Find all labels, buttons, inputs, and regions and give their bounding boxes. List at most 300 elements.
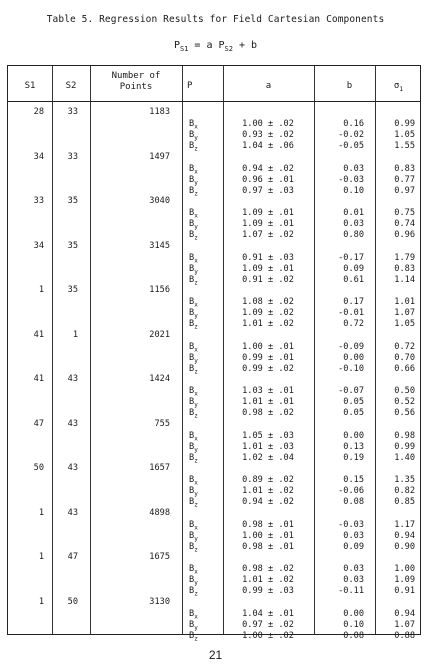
- cell-b-value: 0.03: [343, 575, 364, 585]
- cell-s1: 1: [38, 507, 44, 518]
- cell-s2: 43: [67, 507, 78, 518]
- component-y: [189, 130, 219, 141]
- cell-a-value: 1.09 ± .01: [242, 208, 294, 218]
- cell-b: [314, 475, 364, 508]
- component-subscript: z: [194, 279, 198, 287]
- cell-sigma-value: 0.97: [394, 185, 415, 196]
- cell-a: [228, 475, 308, 508]
- cell-sigma: [375, 564, 415, 597]
- cell-a-value: 1.05 ± .03: [242, 430, 294, 441]
- cell-a-value: 1.01 ± .02: [242, 575, 294, 585]
- component-letter: B: [189, 230, 195, 240]
- component-subscript: y: [194, 268, 198, 276]
- cell-b-value: 0.03: [343, 219, 364, 229]
- cell-s2: 35: [67, 240, 78, 251]
- component-subscript: z: [194, 368, 198, 376]
- table-row: [8, 373, 422, 419]
- cell-a-value: 1.08 ± .02: [242, 297, 294, 307]
- cell-a-value: 1.01 ± .02: [242, 319, 294, 329]
- cell-sigma-value: 1.35: [394, 475, 415, 485]
- component-x: [189, 342, 219, 353]
- cell-a-value: 0.91 ± .03: [242, 252, 294, 263]
- cell-b-value: -0.17: [338, 252, 364, 263]
- cell-sigma-value: 1.07: [394, 619, 415, 630]
- cell-sigma-value: 0.50: [394, 386, 415, 396]
- component-letter: B: [189, 575, 195, 585]
- table-row: [8, 106, 422, 152]
- cell-sigma: [375, 164, 415, 197]
- header-s2: S2: [65, 81, 77, 91]
- component-x: [189, 475, 219, 486]
- cell-a-value: 1.09 ± .02: [242, 308, 294, 318]
- cell-sigma-value: 1.01: [394, 297, 415, 307]
- header-b: b: [346, 81, 353, 91]
- cell-a-value: 1.00 ± .01: [242, 341, 294, 352]
- cell-a-value: 0.94 ± .02: [242, 497, 294, 507]
- component-subscript: x: [194, 524, 198, 532]
- component-subscript: x: [194, 390, 198, 398]
- cell-b-value: -0.02: [338, 130, 364, 140]
- cell-points: 3145: [149, 240, 170, 251]
- cell-sigma: [375, 475, 415, 508]
- component-subscript: y: [194, 446, 198, 454]
- component-subscript: y: [194, 624, 198, 632]
- cell-b-value: 0.05: [343, 408, 364, 418]
- cell-b-value: 0.08: [343, 497, 364, 507]
- component-subscript: z: [194, 190, 198, 198]
- component-subscript: y: [194, 223, 198, 231]
- cell-points: 1156: [149, 285, 170, 295]
- cell-sigma-value: 0.66: [394, 363, 415, 374]
- cell-b: [314, 208, 364, 241]
- cell-a: [228, 564, 308, 597]
- component-subscript: z: [194, 635, 198, 643]
- component-letter: B: [189, 219, 195, 229]
- header-divider: [8, 101, 420, 102]
- component-letter: B: [189, 619, 195, 630]
- component-subscript: x: [194, 346, 198, 354]
- cell-b: [314, 520, 364, 553]
- component-y: [189, 264, 219, 275]
- cell-sigma-value: 0.91: [394, 586, 415, 596]
- cell-a-value: 0.99 ± .01: [242, 352, 294, 363]
- component-x: [189, 520, 219, 531]
- component-letter: B: [189, 452, 195, 463]
- cell-b: [314, 564, 364, 597]
- cell-b-value: 0.09: [343, 541, 364, 552]
- component-letter: B: [189, 397, 195, 407]
- component-letter: B: [189, 297, 195, 307]
- header-sigma: [375, 81, 422, 93]
- cell-a-value: 1.01 ± .03: [242, 441, 294, 452]
- cell-b-value: -0.07: [338, 386, 364, 396]
- table-row: [8, 507, 422, 553]
- table-row: [8, 462, 422, 508]
- cell-sigma-value: 0.94: [394, 530, 415, 541]
- cell-a: [228, 253, 308, 286]
- cell-b-value: 0.00: [343, 352, 364, 363]
- cell-points: 755: [154, 418, 170, 429]
- cell-s2: 50: [67, 596, 78, 607]
- component-letter: B: [189, 630, 195, 641]
- cell-b-value: -0.03: [338, 519, 364, 530]
- cell-sigma-value: 0.94: [394, 608, 415, 619]
- regression-equation: [0, 40, 431, 53]
- component-letter: B: [189, 530, 195, 541]
- header-sigma-symbol: σ: [393, 81, 400, 91]
- cell-a-value: 1.09 ± .01: [242, 219, 294, 229]
- cell-sigma-value: 0.56: [394, 408, 415, 418]
- cell-sigma-value: 0.75: [394, 208, 415, 218]
- cell-s2: 1: [72, 329, 78, 340]
- cell-a-value: 0.99 ± .03: [242, 586, 294, 596]
- cell-points: 3040: [149, 196, 170, 206]
- component-y: [189, 219, 219, 230]
- cell-b: [314, 119, 364, 152]
- cell-sigma-value: 1.17: [394, 519, 415, 530]
- cell-b-value: 0.03: [343, 530, 364, 541]
- component-y: [189, 531, 219, 542]
- cell-a-value: 0.97 ± .03: [242, 185, 294, 196]
- cell-b: [314, 386, 364, 419]
- component-letter: B: [189, 497, 195, 507]
- component-y: [189, 175, 219, 186]
- cell-s1: 34: [33, 151, 44, 162]
- component-letter: B: [189, 319, 195, 329]
- cell-s1: 34: [33, 240, 44, 251]
- component-subscript: y: [194, 579, 198, 587]
- cell-a: [228, 297, 308, 330]
- component-letter: B: [189, 475, 195, 485]
- component-x: [189, 609, 219, 620]
- component-letter: B: [189, 174, 195, 185]
- cell-a-value: 0.98 ± .02: [242, 408, 294, 418]
- cell-components: [189, 297, 219, 330]
- component-y: [189, 486, 219, 497]
- cell-a-value: 1.04 ± .06: [242, 141, 294, 151]
- component-letter: B: [189, 308, 195, 318]
- cell-points: 1497: [149, 151, 170, 162]
- page-number: 21: [208, 648, 223, 662]
- component-subscript: z: [194, 501, 198, 509]
- cell-points: 1657: [149, 463, 170, 473]
- cell-sigma-value: 1.07: [394, 308, 415, 318]
- cell-s2: 43: [67, 374, 78, 384]
- component-subscript: y: [194, 312, 198, 320]
- component-letter: B: [189, 274, 195, 285]
- cell-s2: 33: [67, 151, 78, 162]
- cell-a-value: 0.94 ± .02: [242, 163, 294, 174]
- table-row: [8, 596, 422, 642]
- component-subscript: x: [194, 123, 198, 131]
- component-subscript: z: [194, 546, 198, 554]
- cell-b-value: -0.11: [338, 586, 364, 596]
- cell-s1: 28: [33, 107, 44, 117]
- component-x: [189, 119, 219, 130]
- component-letter: B: [189, 130, 195, 140]
- cell-sigma-value: 0.85: [394, 497, 415, 507]
- component-subscript: x: [194, 435, 198, 443]
- cell-sigma-value: 0.83: [394, 163, 415, 174]
- cell-b-value: 0.00: [343, 608, 364, 619]
- cell-sigma: [375, 208, 415, 241]
- cell-a-value: 1.04 ± .01: [242, 608, 294, 619]
- table-row: [8, 195, 422, 241]
- cell-a-value: 0.98 ± .01: [242, 541, 294, 552]
- cell-s1: 47: [33, 418, 44, 429]
- header-points-line2: Points: [119, 82, 153, 92]
- cell-b-value: 0.09: [343, 263, 364, 274]
- component-letter: B: [189, 141, 195, 151]
- cell-b-value: 0.19: [343, 452, 364, 463]
- table-row: [8, 151, 422, 197]
- cell-s1: 33: [33, 196, 44, 206]
- cell-a-value: 0.97 ± .02: [242, 619, 294, 630]
- table-title: Table 5. Regression Results for Field Cartesian Components: [46, 14, 385, 25]
- cell-b-value: -0.05: [338, 141, 364, 151]
- cell-s2: 33: [67, 107, 78, 117]
- cell-points: 1424: [149, 374, 170, 384]
- cell-a-value: 1.01 ± .02: [242, 486, 294, 496]
- cell-s1: 1: [38, 596, 44, 607]
- cell-b-value: -0.09: [338, 341, 364, 352]
- header-sigma-sub: 1: [399, 84, 404, 93]
- cell-sigma-value: 1.05: [394, 130, 415, 140]
- table-row: [8, 329, 422, 375]
- equation-lhs: P: [173, 40, 180, 51]
- cell-components: [189, 475, 219, 508]
- component-subscript: x: [194, 568, 198, 576]
- cell-s2: 47: [67, 552, 78, 562]
- cell-b-value: 0.05: [343, 397, 364, 407]
- cell-a: [228, 208, 308, 241]
- cell-b: [314, 253, 364, 286]
- cell-points: 1183: [149, 107, 170, 117]
- component-subscript: x: [194, 613, 198, 621]
- cell-components: [189, 253, 219, 286]
- component-subscript: z: [194, 323, 198, 331]
- component-letter: B: [189, 163, 195, 174]
- cell-b-value: 0.03: [343, 564, 364, 574]
- cell-points: 1675: [149, 552, 170, 562]
- cell-a-value: 1.00 ± .02: [242, 630, 294, 641]
- cell-b-value: 0.15: [343, 475, 364, 485]
- component-letter: B: [189, 252, 195, 263]
- component-letter: B: [189, 341, 195, 352]
- component-z: [189, 631, 219, 642]
- component-subscript: x: [194, 257, 198, 265]
- component-y: [189, 353, 219, 364]
- cell-sigma-value: 1.79: [394, 252, 415, 263]
- cell-a-value: 0.91 ± .02: [242, 274, 294, 285]
- cell-a: [228, 609, 308, 642]
- cell-b-value: 0.17: [343, 297, 364, 307]
- component-y: [189, 620, 219, 631]
- cell-s2: 43: [67, 418, 78, 429]
- component-letter: B: [189, 119, 195, 129]
- cell-s2: 35: [67, 285, 78, 295]
- header-p: P: [187, 81, 193, 91]
- cell-sigma-value: 1.55: [394, 141, 415, 151]
- cell-sigma-value: 0.77: [394, 174, 415, 185]
- cell-b-value: 0.10: [343, 619, 364, 630]
- cell-a: [228, 386, 308, 419]
- component-subscript: y: [194, 134, 198, 142]
- cell-sigma: [375, 520, 415, 553]
- component-letter: B: [189, 185, 195, 196]
- cell-a: [228, 164, 308, 197]
- cell-sigma: [375, 253, 415, 286]
- cell-s1: 41: [33, 374, 44, 384]
- equation-mid-sub: S2: [224, 45, 233, 53]
- cell-a: [228, 119, 308, 152]
- component-x: [189, 386, 219, 397]
- component-x: [189, 164, 219, 175]
- cell-s1: 1: [38, 285, 44, 295]
- cell-b-value: -0.01: [338, 308, 364, 318]
- component-letter: B: [189, 208, 195, 218]
- cell-b: [314, 609, 364, 642]
- cell-sigma-value: 0.99: [394, 441, 415, 452]
- cell-a: [228, 342, 308, 375]
- cell-sigma-value: 1.09: [394, 575, 415, 585]
- component-y: [189, 575, 219, 586]
- cell-b-value: 0.13: [343, 441, 364, 452]
- cell-sigma: [375, 297, 415, 330]
- cell-b-value: 0.16: [343, 119, 364, 129]
- component-letter: B: [189, 519, 195, 530]
- component-subscript: y: [194, 490, 198, 498]
- cell-b: [314, 164, 364, 197]
- table-row: [8, 551, 422, 597]
- cell-a: [228, 520, 308, 553]
- component-letter: B: [189, 363, 195, 374]
- cell-components: [189, 208, 219, 241]
- regression-table: [7, 65, 421, 643]
- cell-components: [189, 520, 219, 553]
- component-subscript: y: [194, 179, 198, 187]
- cell-a-value: 0.98 ± .01: [242, 519, 294, 530]
- header-points-line1: Number of: [111, 71, 161, 81]
- cell-sigma-value: 0.74: [394, 219, 415, 229]
- cell-s2: 43: [67, 463, 78, 473]
- cell-sigma-value: 0.72: [394, 341, 415, 352]
- component-letter: B: [189, 564, 195, 574]
- cell-sigma-value: 1.00: [394, 564, 415, 574]
- cell-a-value: 0.89 ± .02: [242, 475, 294, 485]
- header-s1: S1: [24, 81, 36, 91]
- component-x: [189, 564, 219, 575]
- cell-sigma-value: 0.96: [394, 230, 415, 240]
- table-row: [8, 284, 422, 330]
- equation-rhs: + b: [232, 40, 258, 51]
- cell-sigma-value: 0.99: [394, 119, 415, 129]
- cell-sigma-value: 0.52: [394, 397, 415, 407]
- component-subscript: x: [194, 479, 198, 487]
- component-x: [189, 208, 219, 219]
- cell-s2: 35: [67, 196, 78, 206]
- component-letter: B: [189, 408, 195, 418]
- cell-sigma: [375, 119, 415, 152]
- cell-b-value: 0.08: [343, 630, 364, 641]
- component-letter: B: [189, 263, 195, 274]
- cell-a-value: 1.01 ± .01: [242, 397, 294, 407]
- cell-b-value: 0.10: [343, 185, 364, 196]
- component-subscript: x: [194, 301, 198, 309]
- cell-components: [189, 164, 219, 197]
- component-letter: B: [189, 608, 195, 619]
- cell-points: 2021: [149, 329, 170, 340]
- cell-b-value: -0.03: [338, 174, 364, 185]
- equation-mid: = a P: [188, 40, 225, 51]
- cell-s1: 1: [38, 552, 44, 562]
- cell-b-value: -0.06: [338, 486, 364, 496]
- header-a: a: [265, 81, 272, 91]
- cell-b: [314, 431, 364, 464]
- component-subscript: x: [194, 212, 198, 220]
- cell-sigma: [375, 609, 415, 642]
- cell-b-value: 0.61: [343, 274, 364, 285]
- component-letter: B: [189, 541, 195, 552]
- cell-components: [189, 386, 219, 419]
- cell-sigma-value: 1.14: [394, 274, 415, 285]
- cell-sigma-value: 0.88: [394, 630, 415, 641]
- component-y: [189, 308, 219, 319]
- cell-components: [189, 564, 219, 597]
- table-row: [8, 418, 422, 464]
- component-x: [189, 431, 219, 442]
- component-y: [189, 397, 219, 408]
- cell-a-value: 0.98 ± .02: [242, 564, 294, 574]
- cell-sigma-value: 0.98: [394, 430, 415, 441]
- component-subscript: z: [194, 412, 198, 420]
- component-letter: B: [189, 486, 195, 496]
- cell-sigma-value: 0.83: [394, 263, 415, 274]
- cell-sigma-value: 1.05: [394, 319, 415, 329]
- cell-a-value: 1.00 ± .02: [242, 119, 294, 129]
- cell-b-value: 0.80: [343, 230, 364, 240]
- cell-b-value: -0.10: [338, 363, 364, 374]
- cell-components: [189, 609, 219, 642]
- component-x: [189, 297, 219, 308]
- table-row: [8, 240, 422, 286]
- cell-points: 3130: [149, 596, 170, 607]
- cell-sigma: [375, 342, 415, 375]
- cell-a-value: 1.00 ± .01: [242, 530, 294, 541]
- component-subscript: y: [194, 401, 198, 409]
- cell-a-value: 1.07 ± .02: [242, 230, 294, 240]
- cell-a-value: 1.09 ± .01: [242, 263, 294, 274]
- component-subscript: x: [194, 168, 198, 176]
- component-subscript: z: [194, 234, 198, 242]
- cell-a-value: 1.02 ± .04: [242, 452, 294, 463]
- component-subscript: z: [194, 145, 198, 153]
- cell-points: 4898: [149, 507, 170, 518]
- equation-lhs-sub: S1: [179, 45, 189, 53]
- component-letter: B: [189, 441, 195, 452]
- cell-sigma: [375, 386, 415, 419]
- cell-b: [314, 297, 364, 330]
- component-letter: B: [189, 386, 195, 396]
- component-subscript: y: [194, 357, 198, 365]
- component-subscript: y: [194, 535, 198, 543]
- component-letter: B: [189, 352, 195, 363]
- cell-components: [189, 431, 219, 464]
- cell-b-value: 0.03: [343, 163, 364, 174]
- cell-s1: 41: [33, 329, 44, 340]
- component-letter: B: [189, 586, 195, 596]
- component-subscript: z: [194, 590, 198, 598]
